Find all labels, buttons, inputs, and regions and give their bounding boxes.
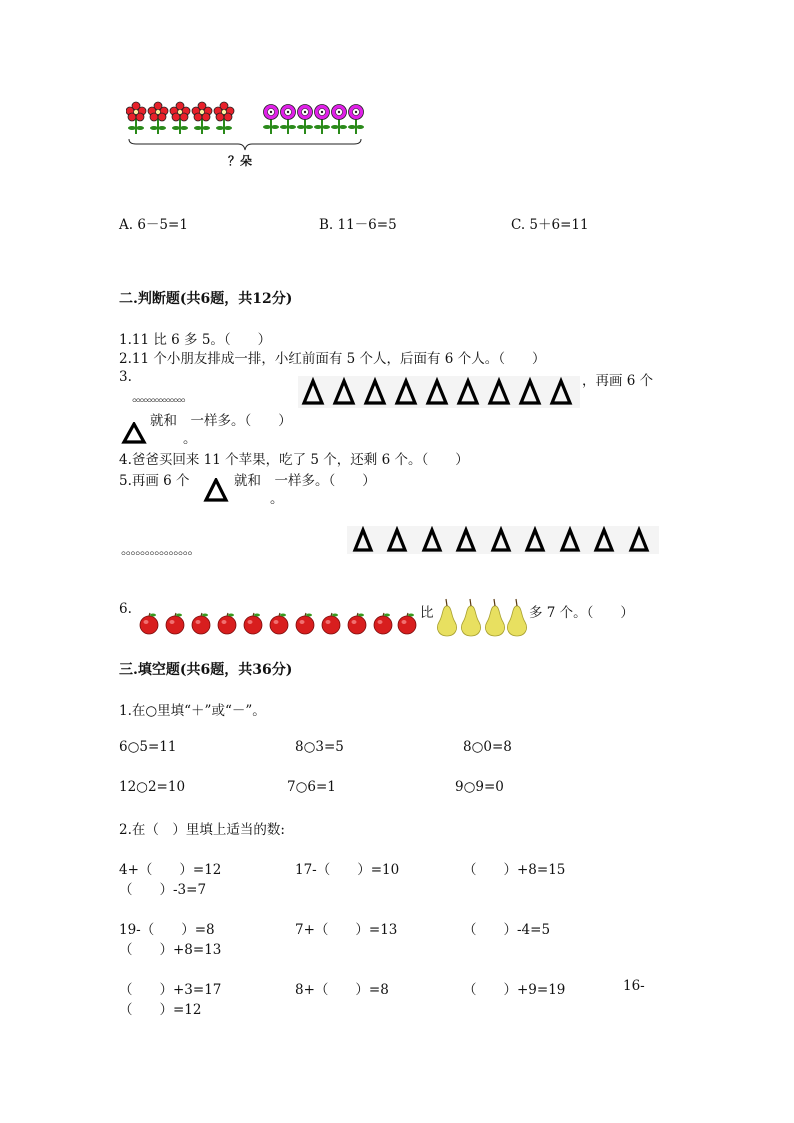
s2-q6-tail: 多 7 个。（ ） [529,605,634,621]
red-flowers-image [126,100,236,136]
s3-q2-r3-c2: 8+（ ）=8 [295,982,389,998]
s3-q1-r2-c2: 7○6=1 [287,779,336,795]
s2-q2: 2.11 个小朋友排成一排，小红前面有 5 个人，后面有 6 个人。（ ） [119,351,546,367]
section3-title: 三.填空题(共6题，共36分) [119,662,293,678]
s2-q5-triangles [347,526,659,554]
triangle-icon [203,478,229,502]
pink-flowers-group [262,100,366,136]
s3-q2-r2-c1: 19-（ ）=8 [119,922,215,938]
option-c: C. 5＋6=11 [511,217,589,233]
s3-q1-r2-c3: 9○9=0 [455,779,504,795]
brace [128,138,362,152]
s2-q3-tail: ，再画 6 个 [582,373,654,389]
s2-q3-number: 3. [119,369,132,385]
option-a: A. 6－5=1 [119,217,188,233]
s3-q2-r3-c3: （ ）+9=19 [463,982,566,998]
s3-q1-r1-c3: 8○0=8 [463,739,512,755]
s3-q1-r1-c2: 8○3=5 [295,739,344,755]
s3-q2-r1-c1: 4+（ ）=12 [119,862,222,878]
s3-q2-r3-c1: （ ）+3=17 [119,982,222,998]
s2-q5-a: 5.再画 6 个 [119,473,190,489]
s2-q3-dot: 。 [183,431,197,447]
s3-q2-r2-c3: （ ）-4=5 [463,922,551,938]
brace-label: ？朵 [228,154,253,168]
s2-q3-dots: 。。。。。。。。。。。。。。 [132,389,192,405]
s3-q2-r3-c4: 16- [623,978,645,994]
s2-q6-bi: 比 [420,605,434,621]
s2-q6-number: 6. [119,601,132,617]
s2-q5-dot: 。 [270,491,284,507]
option-b: B. 11－6=5 [319,217,397,233]
pears-image [434,598,530,638]
pink-flowers-image [262,100,366,136]
s3-q2-r1-c2: 17-（ ）=10 [295,862,400,878]
s3-q2-r2-wrap: （ ）+8=13 [119,942,222,958]
s2-q4: 4.爸爸买回来 11 个苹果，吃了 5 个，还剩 6 个。（ ） [119,452,469,468]
s3-q2-prompt: 2.在（ ）里填上适当的数: [119,822,285,838]
s2-q5-b: 就和 一样多。（ ） [234,473,376,489]
s2-q3-line2: 就和 一样多。（ ） [150,413,292,429]
s2-q1: 1.11 比 6 多 5。（ ） [119,332,272,348]
apples-image [138,612,418,636]
s3-q2-r3-wrap: （ ）=12 [119,1002,202,1018]
s3-q1-prompt: 1.在○里填“＋”或“－”。 [119,703,266,719]
s3-q1-r1-c1: 6○5=11 [119,739,177,755]
s3-q2-r1-c3: （ ）+8=15 [463,862,566,878]
s3-q2-r2-c2: 7+（ ）=13 [295,922,398,938]
s3-q2-r1-wrap: （ ）-3=7 [119,882,207,898]
s2-q5-dots: 。。。。。。。。。。。。。。。 [121,542,199,558]
s3-q1-r2-c1: 12○2=10 [119,779,186,795]
red-flowers-group [126,100,236,136]
triangle-icon [121,422,147,444]
s2-q3-triangles [298,376,580,408]
section2-title: 二.判断题(共6题，共12分) [119,291,293,307]
